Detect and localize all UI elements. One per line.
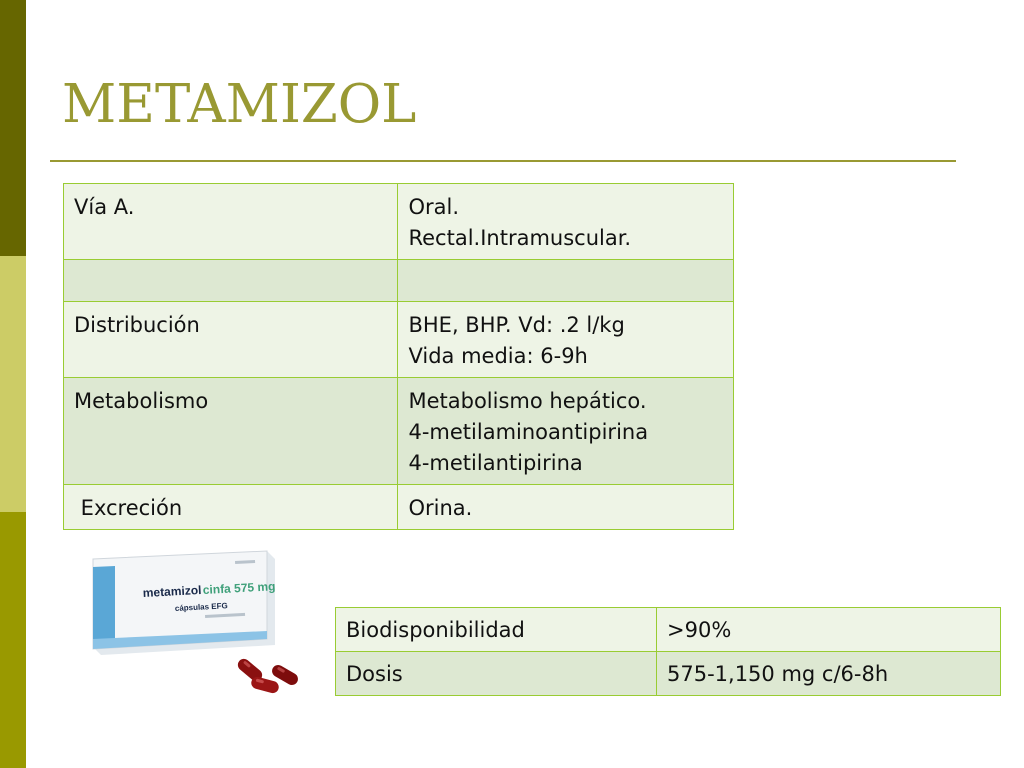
row-label: Vía A. xyxy=(64,184,398,260)
table-row xyxy=(64,485,734,530)
sidebar-decoration xyxy=(0,0,26,768)
medicine-box-icon xyxy=(85,545,305,705)
box-brand-text: metamizol xyxy=(142,582,202,600)
value-line: 4-metilaminoantipirina xyxy=(408,420,649,444)
value-line: 4-metilantipirina xyxy=(408,451,583,475)
box-maker-text: cinfa 575 mg xyxy=(202,579,276,597)
row-value xyxy=(398,302,734,378)
table-row xyxy=(64,302,734,378)
row-label xyxy=(64,260,398,302)
box-form-text: cápsulas EFG xyxy=(174,601,228,613)
value-line: BHE, BHP. Vd: .2 l/kg xyxy=(408,313,625,337)
table-row xyxy=(64,378,734,485)
value-line: Oral. xyxy=(408,195,460,219)
row-label: Metabolismo xyxy=(64,378,398,485)
capsule-2 xyxy=(250,676,280,695)
sidebar-band-bottom xyxy=(0,512,26,768)
sidebar-band-middle xyxy=(0,256,26,512)
row-value xyxy=(398,378,734,485)
row-label: Distribución xyxy=(64,302,398,378)
row-value xyxy=(398,260,734,302)
row-value: Orina. xyxy=(398,485,734,530)
sidebar-band-top xyxy=(0,0,26,256)
row-value: >90% xyxy=(657,608,1001,652)
row-label: Excreción xyxy=(64,485,398,530)
medicine-box-image xyxy=(85,545,305,705)
table-row xyxy=(336,608,1001,652)
slide-title: METAMIZOL xyxy=(62,74,417,135)
row-value xyxy=(398,184,734,260)
row-value: 575-1,150 mg c/6-8h xyxy=(657,652,1001,696)
row-label: Dosis xyxy=(336,652,657,696)
pharmacokinetics-table xyxy=(63,183,734,530)
title-underline xyxy=(50,160,956,162)
table-row xyxy=(64,184,734,260)
table-row xyxy=(64,260,734,302)
value-line: Vida media: 6-9h xyxy=(408,344,588,368)
table-row xyxy=(336,652,1001,696)
value-line: Metabolismo hepático. xyxy=(408,389,647,413)
dosage-table xyxy=(335,607,1001,696)
value-line: Rectal.Intramuscular. xyxy=(408,226,632,250)
row-label: Biodisponibilidad xyxy=(336,608,657,652)
